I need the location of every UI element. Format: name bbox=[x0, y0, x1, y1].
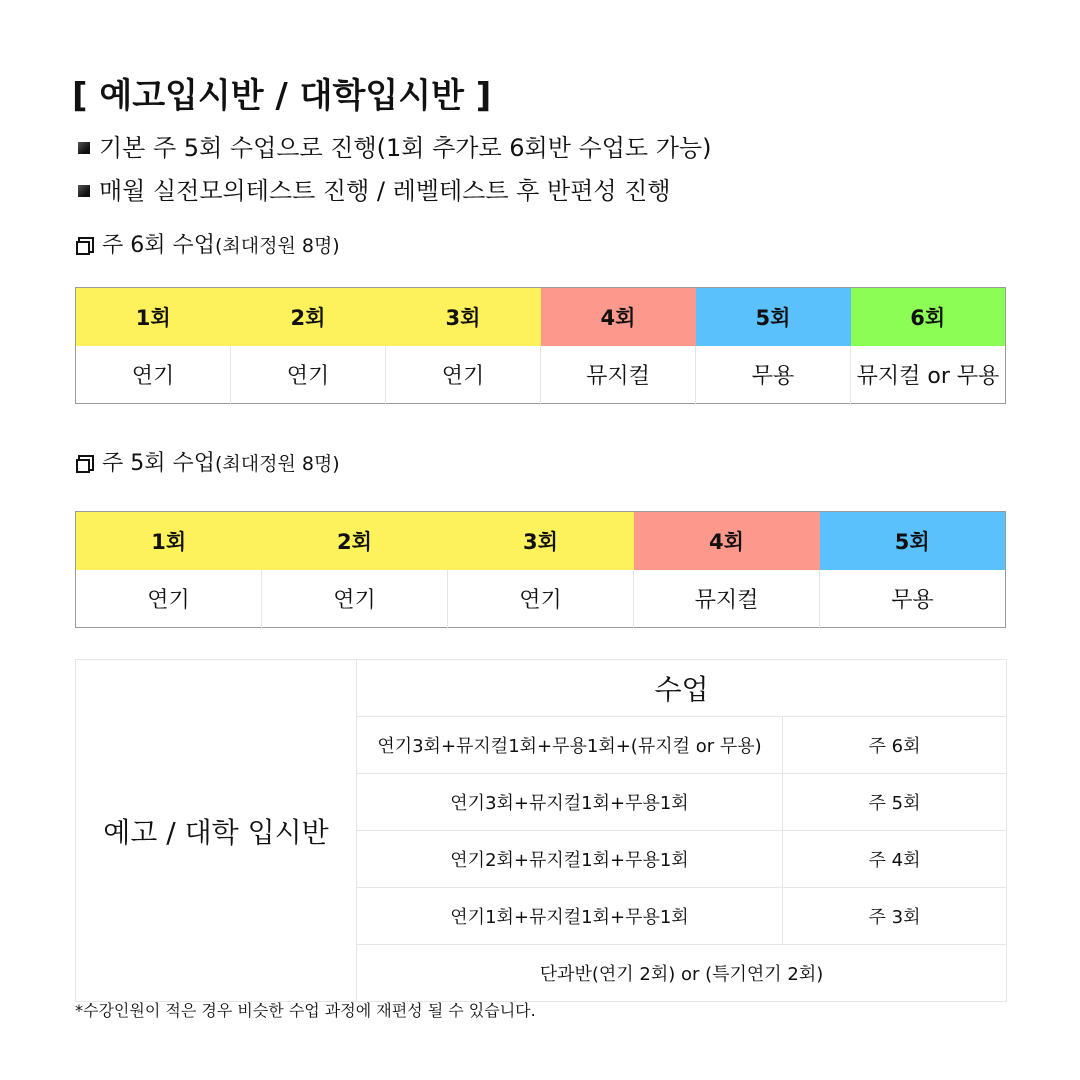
bullet-text-1: 기본 주 5회 수업으로 진행(1회 추가로 6회반 수업도 가능) bbox=[99, 134, 712, 162]
session-subject: 뮤지컬 bbox=[634, 570, 820, 628]
section-heading-6x-main: 주 6회 수업 bbox=[102, 233, 215, 258]
square-bullet-icon bbox=[78, 142, 90, 154]
session-subject: 연기 bbox=[76, 570, 262, 628]
session-header: 4회 bbox=[634, 512, 820, 571]
session-header: 4회 bbox=[541, 288, 696, 347]
session-subject: 연기 bbox=[448, 570, 634, 628]
session-header: 1회 bbox=[76, 512, 262, 571]
course-combination: 연기1회+뮤지컬1회+무용1회 bbox=[357, 888, 783, 945]
session-subject: 무용 bbox=[696, 346, 851, 404]
session-header: 2회 bbox=[262, 512, 448, 571]
session-subject: 뮤지컬 bbox=[541, 346, 696, 404]
schedule-header-row bbox=[76, 288, 1006, 347]
schedule-subject-row bbox=[76, 570, 1006, 628]
section-heading-5x bbox=[76, 450, 340, 478]
page-title: [ 예고입시반 / 대학입시반 ] bbox=[72, 76, 492, 116]
ballot-box-icon bbox=[76, 241, 90, 255]
session-header: 5회 bbox=[696, 288, 851, 347]
course-combination: 연기3회+뮤지컬1회+무용1회+(뮤지컬 or 무용) bbox=[357, 717, 783, 774]
summary-header-row bbox=[76, 660, 1007, 717]
course-frequency: 주 5회 bbox=[783, 774, 1007, 831]
bullet-item-2 bbox=[78, 176, 671, 206]
session-subject: 무용 bbox=[891, 588, 934, 613]
section-heading-6x-note: (최대정원 8명) bbox=[215, 235, 340, 257]
course-frequency: 주 6회 bbox=[783, 717, 1007, 774]
program-label: 예고 / 대학 입시반 bbox=[76, 660, 357, 1002]
bullet-item-1 bbox=[78, 133, 711, 163]
schedule-subject-row bbox=[76, 346, 1006, 404]
session-header: 5회 bbox=[820, 512, 1006, 571]
session-subject: 연기 bbox=[76, 346, 231, 404]
single-class-option: 단과반(연기 2회) or (특기연기 2회) bbox=[357, 945, 1007, 1002]
schedule-table-5x bbox=[75, 511, 1006, 628]
schedule-header-row bbox=[76, 512, 1006, 571]
session-header: 3회 bbox=[386, 288, 541, 347]
class-column-header: 수업 bbox=[357, 660, 1007, 717]
session-subject: 연기 bbox=[262, 570, 448, 628]
section-heading-5x-note: (최대정원 8명) bbox=[215, 453, 340, 475]
course-frequency: 주 4회 bbox=[783, 831, 1007, 888]
course-combination: 연기3회+뮤지컬1회+무용1회 bbox=[357, 774, 783, 831]
course-summary-table bbox=[75, 659, 1007, 1002]
course-combination: 연기2회+뮤지컬1회+무용1회 bbox=[357, 831, 783, 888]
footnote: *수강인원이 적은 경우 비슷한 수업 과정에 재편성 될 수 있습니다. bbox=[75, 1001, 536, 1020]
square-bullet-icon bbox=[78, 185, 90, 197]
session-subject: 연기 bbox=[231, 346, 386, 404]
session-subject: 뮤지컬 or 무용 bbox=[856, 364, 1000, 389]
session-header: 1회 bbox=[76, 288, 231, 347]
session-header: 3회 bbox=[448, 512, 634, 571]
ballot-box-icon bbox=[76, 459, 90, 473]
bullet-text-2: 매월 실전모의테스트 진행 / 레벨테스트 후 반편성 진행 bbox=[99, 177, 671, 205]
course-frequency: 주 3회 bbox=[783, 888, 1007, 945]
session-header: 2회 bbox=[231, 288, 386, 347]
section-heading-6x bbox=[76, 232, 340, 260]
schedule-table-6x bbox=[75, 287, 1006, 404]
session-header: 6회 bbox=[851, 288, 1006, 347]
session-subject: 연기 bbox=[386, 346, 541, 404]
section-heading-5x-main: 주 5회 수업 bbox=[102, 451, 215, 476]
